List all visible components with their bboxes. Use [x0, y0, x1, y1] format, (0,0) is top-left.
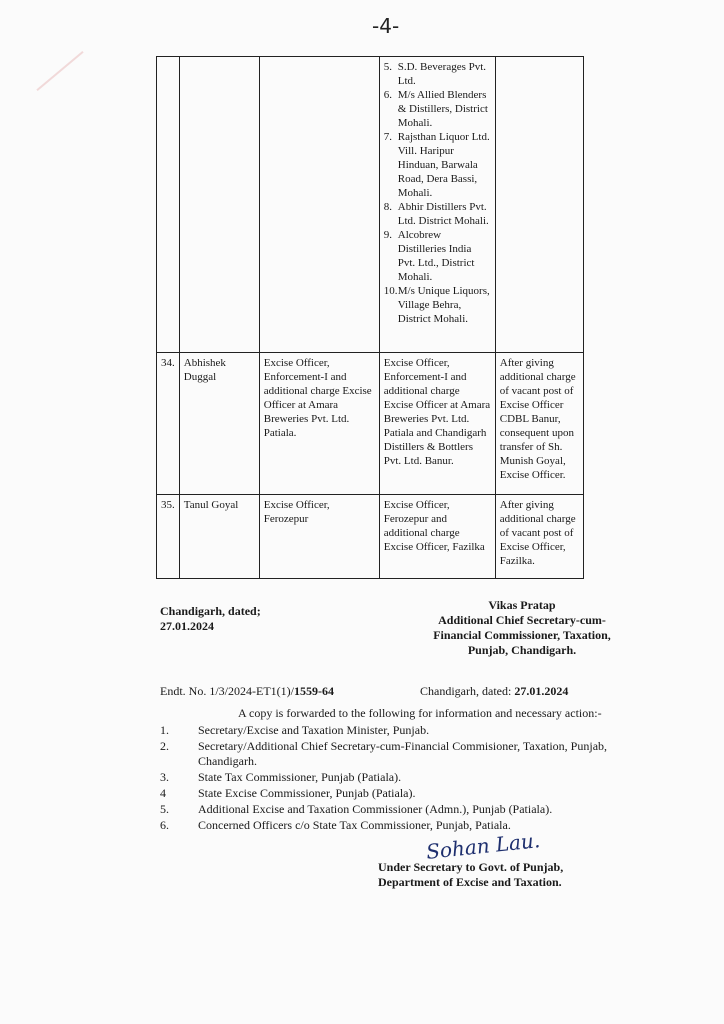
present-posting-cell	[259, 57, 379, 353]
sr-cell	[157, 57, 180, 353]
page-number: -4-	[372, 14, 400, 38]
new-posting-cell: Excise Officer, Ferozepur and additional charge Excise Officer, Fazilka	[379, 495, 495, 579]
remarks-cell: After giving additional charge of vacant post of Excise Officer, Fazilka.	[495, 495, 583, 579]
list-item: 1. Secretary/Excise and Taxation Minister, Punjab.	[160, 723, 430, 737]
name-cell	[179, 57, 259, 353]
sr-cell: 34.	[157, 353, 180, 495]
remarks-cell	[495, 57, 583, 353]
list-item: 5. Additional Excise and Taxation Commissioner (Admn.), Punjab (Patiala).	[160, 802, 553, 816]
endorsement-number: Endt. No. 1/3/2024-ET1(1)/1559-64	[160, 684, 334, 698]
signatory-name: Vikas Pratap	[488, 598, 556, 612]
list-item: 7. Rajsthan Liquor Ltd. Vill. Haripur Hinduan, Barwala Road, Dera Bassi, Mohali.	[383, 131, 490, 199]
list-item: 2. Secretary/Additional Chief Secretary-cum-Financial Commisioner, Taxation, Punjab, Chandigarh.	[160, 739, 608, 768]
signatory-block: Vikas Pratap Additional Chief Secretary-cum- Financial Commissioner, Taxation, Punjab, Chandigarh.	[412, 598, 632, 658]
list-item: 6. M/s Allied Blenders & Distillers, District Mohali.	[383, 89, 488, 129]
list-item: 4 State Excise Commissioner, Punjab (Patiala).	[160, 786, 416, 800]
transfer-table	[156, 56, 584, 579]
list-item: 6. Concerned Officers c/o State Tax Commissioner, Punjab, Patiala.	[160, 818, 511, 832]
list-item: 10. M/s Unique Liquors, Village Behra, District Mohali.	[383, 285, 490, 325]
distribution-block	[160, 706, 622, 834]
sr-cell: 35.	[157, 495, 180, 579]
list-item: 8. Abhir Distillers Pvt. Ltd. District Mohali.	[383, 201, 489, 227]
units-cell	[379, 57, 495, 353]
list-item: 9. Alcobrew Distilleries India Pvt. Ltd., District Mohali.	[383, 229, 475, 283]
copy-intro: A copy is forwarded to the following for information and necessary action:-	[238, 706, 602, 720]
recipient-list	[160, 723, 622, 833]
table-row	[157, 353, 584, 495]
name-cell: Tanul Goyal	[179, 495, 259, 579]
name-cell: Abhishek Duggal	[179, 353, 259, 495]
present-posting-cell: Excise Officer, Enforcement-I and additional charge Excise Officer at Amara Breweries Pvt. Ltd. Patiala.	[259, 353, 379, 495]
handwritten-signature: Sohan Lau.	[425, 828, 542, 864]
new-posting-cell: Excise Officer, Enforcement-I and additional charge Excise Officer at Amara Breweries Pvt. Ltd. Patiala and Chandigarh Distillers & Bottlers Pvt. Ltd. Banur.	[379, 353, 495, 495]
under-secretary-block: Under Secretary to Govt. of Punjab, Department of Excise and Taxation.	[378, 860, 564, 889]
present-posting-cell: Excise Officer, Ferozepur	[259, 495, 379, 579]
endorsement-date: Chandigarh, dated: 27.01.2024	[420, 684, 569, 698]
margin-mark	[36, 51, 83, 91]
place-date: Chandigarh, dated; 27.01.2024	[160, 604, 261, 633]
remarks-cell: After giving additional charge of vacant post of Excise Officer CDBL Banur, consequent upon transfer of Sh. Munish Goyal, Excise Officer.	[495, 353, 583, 495]
table-row	[157, 57, 584, 353]
units-list	[384, 60, 491, 326]
list-item: 5. S.D. Beverages Pvt. Ltd.	[383, 61, 487, 87]
table-row	[157, 495, 584, 579]
list-item: 3. State Tax Commissioner, Punjab (Patiala).	[160, 770, 402, 784]
